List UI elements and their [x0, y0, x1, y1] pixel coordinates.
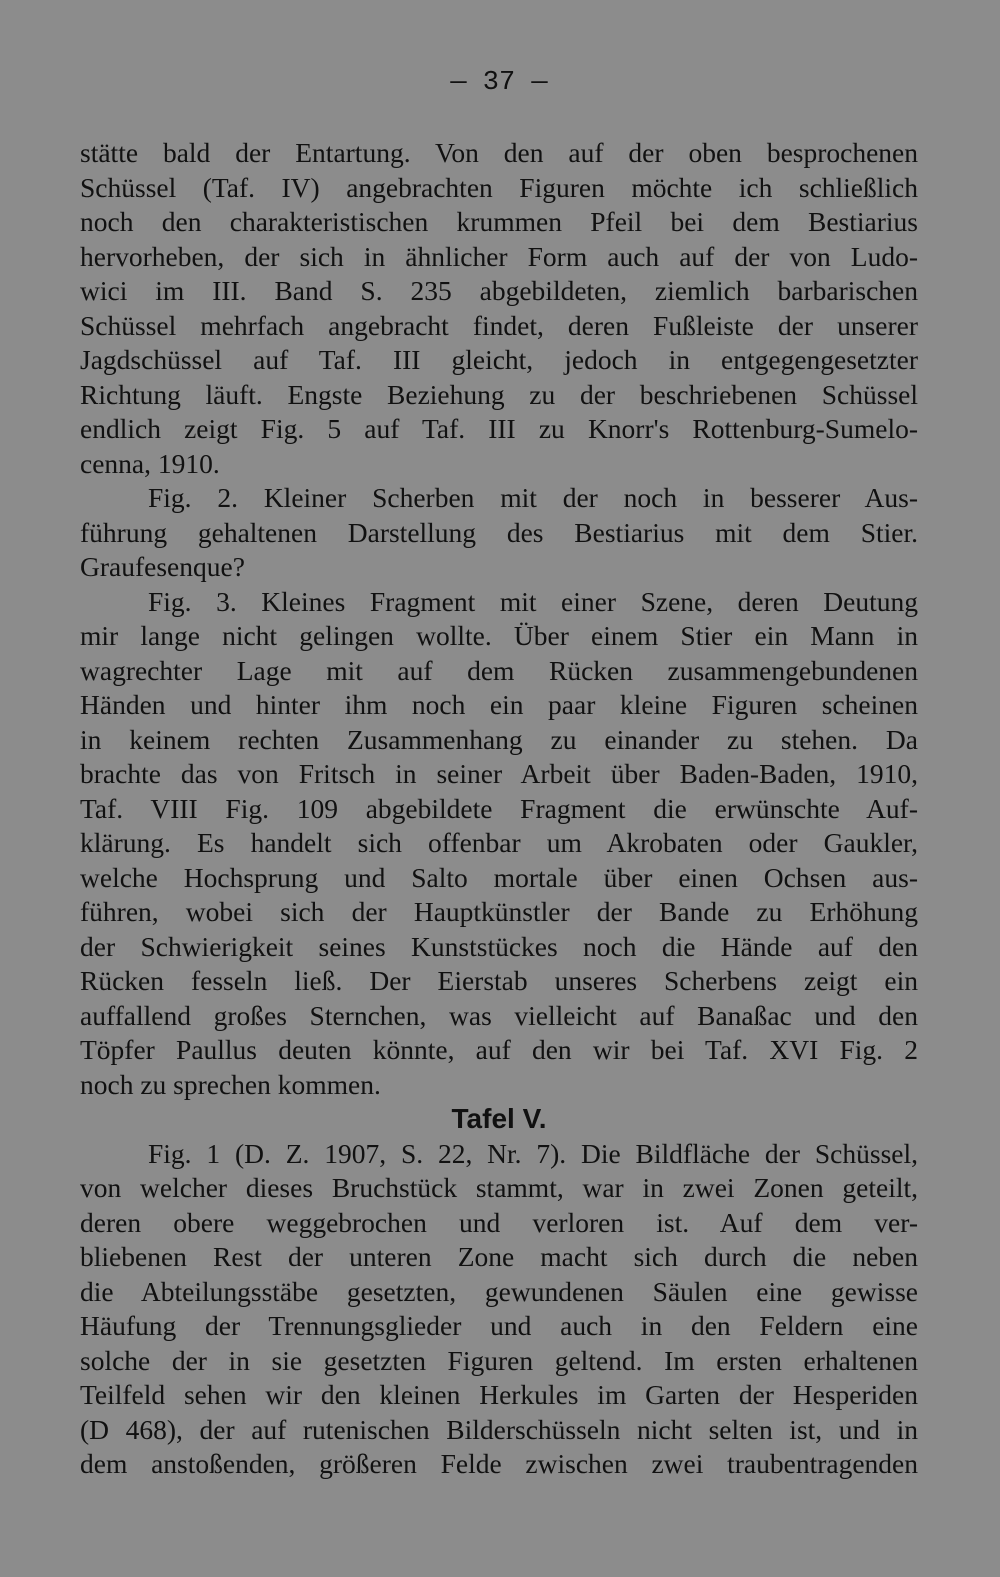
text-line: noch den charakteristischen krummen Pfeil bei dem Bestiarius	[80, 206, 918, 237]
text-line: Richtung läuft. Engste Beziehung zu der beschriebenen Schüssel	[80, 378, 918, 410]
text-line: Fig. 2. Kleiner Scherben mit der noch in besserer Aus-	[148, 482, 918, 513]
text-line: deren obere weggebrochen und verloren ist. Auf dem ver-	[80, 1206, 918, 1238]
text-line: wagrechter Lage mit auf dem Rücken zusammengebundenen	[80, 654, 918, 686]
text-line: cenna, 1910.	[80, 447, 220, 479]
text-line: Töpfer Paullus deuten könnte, auf den wir bei Taf. XVI Fig. 2	[80, 1034, 918, 1065]
text-line: Fig. 1 (D. Z. 1907, S. 22, Nr. 7). Die Bildfläche der Schüssel,	[148, 1137, 918, 1169]
text-line: Schüssel mehrfach angebracht findet, deren Fußleiste der unserer	[80, 309, 918, 341]
text-line: wici im III. Band S. 235 abgebildeten, ziemlich barbarischen	[80, 275, 918, 306]
text-line: endlich zeigt Fig. 5 auf Taf. III zu Knorr's Rottenburg-Sumelo-	[80, 413, 918, 444]
text-line: führung gehaltenen Darstellung des Bestiarius mit dem Stier.	[80, 516, 918, 548]
text-line: noch zu sprechen kommen.	[80, 1068, 381, 1100]
text-line: der Schwierigkeit seines Kunststückes noch die Hände auf den	[80, 930, 918, 962]
text-line: von welcher dieses Bruchstück stammt, war in zwei Zonen geteilt,	[80, 1172, 918, 1203]
text-line: Fig. 3. Kleines Fragment mit einer Szene, deren Deutung	[148, 585, 918, 617]
text-line: Häufung der Trennungsglieder und auch in den Feldern eine	[80, 1310, 918, 1341]
text-line: Rücken fesseln ließ. Der Eierstab unseres Scherbens zeigt ein	[80, 965, 918, 996]
text-line: dem anstoßenden, größeren Felde zwischen zwei traubentragenden	[80, 1448, 918, 1479]
text-line: klärung. Es handelt sich offenbar um Akrobaten oder Gaukler,	[80, 827, 918, 858]
text-line: (D 468), der auf rutenischen Bilderschüsseln nicht selten ist, und in	[80, 1413, 918, 1445]
text-line: stätte bald der Entartung. Von den auf der oben besprochenen	[80, 137, 918, 168]
text-line: solche der in sie gesetzten Figuren geltend. Im ersten erhaltenen	[80, 1344, 918, 1376]
text-line: brachte das von Fritsch in seiner Arbeit über Baden-Baden, 1910,	[80, 758, 918, 789]
page-number: — 37 —	[450, 68, 548, 98]
text-line: auffallend großes Sternchen, was vielleicht auf Banaßac und den	[80, 999, 918, 1031]
text-line: in keinem rechten Zusammenhang zu einander zu stehen. Da	[80, 723, 918, 755]
text-line: Schüssel (Taf. IV) angebrachten Figuren möchte ich schließlich	[80, 171, 918, 203]
text-line: welche Hochsprung und Salto mortale über einen Ochsen aus-	[80, 861, 918, 893]
text-line: Jagdschüssel auf Taf. III gleicht, jedoch in entgegengesetzter	[80, 344, 918, 375]
text-line: Teilfeld sehen wir den kleinen Herkules im Garten der Hesperiden	[80, 1379, 918, 1410]
section-heading: Tafel V.	[451, 1103, 547, 1134]
text-line: hervorheben, der sich in ähnlicher Form auch auf der von Ludo-	[80, 240, 918, 272]
text-line: die Abteilungsstäbe gesetzten, gewundenen Säulen eine gewisse	[80, 1275, 918, 1307]
text-line: bliebenen Rest der unteren Zone macht sich durch die neben	[80, 1241, 918, 1272]
text-line: mir lange nicht gelingen wollte. Über einem Stier ein Mann in	[80, 620, 918, 651]
text-line: Taf. VIII Fig. 109 abgebildete Fragment die erwünschte Auf-	[80, 792, 918, 824]
text-line: Händen und hinter ihm noch ein paar kleine Figuren scheinen	[80, 689, 918, 720]
text-line: Graufesenque?	[80, 551, 245, 582]
text-line: führen, wobei sich der Hauptkünstler der Bande zu Erhöhung	[80, 896, 918, 927]
